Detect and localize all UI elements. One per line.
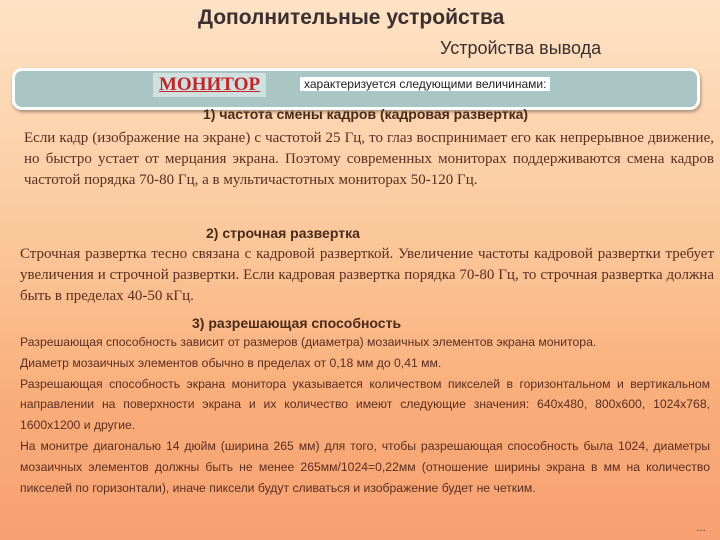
banner-description: характеризуется следующими величинами: bbox=[300, 77, 550, 91]
section-3-text bbox=[20, 332, 710, 498]
slide-subtitle: Устройства вывода bbox=[440, 38, 602, 58]
banner-keyword: МОНИТОР bbox=[153, 73, 266, 97]
monitor-banner bbox=[12, 68, 700, 110]
slide-title: Дополнительные устройства bbox=[198, 6, 505, 29]
section-3-paragraph: На монитре диагональю 14 дюйм (ширина 265 мм) для того, чтобы разрешающая способность была 1024, диаметры мозаичных элементов должны быть не менее 265мм/1024=0,22мм (отношение ширины экрана в мм на количество пикселей по горизонтали), иначе пиксели будут сливаться и изображение будет не четким. bbox=[20, 438, 710, 495]
section-2-text: Строчная развертка тесно связана с кадровой разверткой. Увеличение частоты кадровой развертки требует увеличения и строчной развертки. Если кадровая развертка порядка 70-80 Гц, то строчная развертка должна быть в пределах 40-50 кГц. bbox=[20, 246, 714, 304]
section-1-text: Если кадр (изображение на экране) с частотой 25 Гц, то глаз воспринимает его как непрерывное движение, но быстро устает от мерцания экрана. Поэтому современных мониторах поддерживаются смена кадров частотой порядка 70-80 Гц, а в мультичастотных мониторах 50-120 Гц. bbox=[24, 130, 714, 188]
section-1-heading: 1) частота смены кадров (кадровая развертка) bbox=[203, 106, 529, 122]
continuation-marker: … bbox=[696, 523, 706, 534]
section-2-heading: 2) строчная развертка bbox=[206, 225, 360, 241]
section-3-paragraph: Диаметр мозаичных элементов обычно в пределах от 0,18 мм до 0,41 мм. bbox=[20, 355, 442, 370]
section-3-heading: 3) разрешающая способность bbox=[192, 315, 402, 331]
section-3-paragraph: Разрешающая способность экрана монитора указывается количеством пикселей в горизонтальном и вертикальном направлении на поверхности экрана и их количество имеют следующие значения: 640х480, 800х600, 1024х768, 1600х1200 и другие. bbox=[20, 376, 710, 433]
section-3-paragraph: Разрешающая способность зависит от размеров (диаметра) мозаичных элементов экрана монитора. bbox=[20, 335, 597, 349]
